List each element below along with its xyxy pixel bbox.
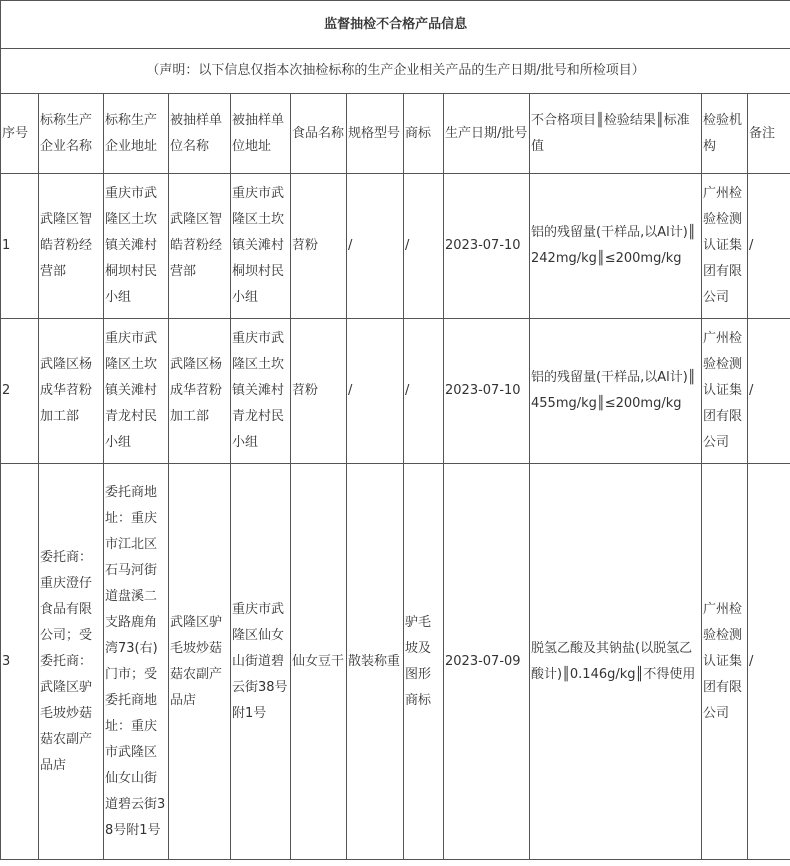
header-cell-item: 不合格项目║检验结果║标准值 [530, 94, 702, 174]
cell-remark: / [748, 174, 790, 319]
cell-brand: / [404, 319, 444, 464]
header-row [1, 94, 790, 174]
header-cell-spec: 规格型号 [347, 94, 404, 174]
cell-sampled-name: 武隆区驴毛坡炒菇菇农副产品店 [169, 464, 231, 860]
header-cell-mfr-name: 标称生产企业名称 [39, 94, 104, 174]
cell-date: 2023-07-10 [444, 319, 530, 464]
cell-item: 铝的残留量(干样品,以Al计)║242mg/kg║≤200mg/kg [530, 174, 702, 319]
cell-item: 脱氢乙酸及其钠盐(以脱氢乙酸计)║0.146g/kg║不得使用 [530, 464, 702, 860]
cell-no: 1 [1, 174, 39, 319]
cell-no: 2 [1, 319, 39, 464]
cell-food: 苕粉 [291, 319, 347, 464]
cell-mfr-address: 重庆市武隆区土坎镇关滩村桐坝村民小组 [104, 174, 169, 319]
cell-sampled-name: 武隆区智皓苕粉经营部 [169, 174, 231, 319]
header-cell-food: 食品名称 [291, 94, 347, 174]
header-cell-mfr-address: 标称生产企业地址 [104, 94, 169, 174]
cell-agency: 广州检验检测认证集团有限公司 [702, 464, 748, 860]
header-cell-no: 序号 [1, 94, 39, 174]
header-cell-sampled-address: 被抽样单位地址 [231, 94, 291, 174]
header-cell-brand: 商标 [404, 94, 444, 174]
cell-mfr-name: 武隆区杨成华苕粉加工部 [39, 319, 104, 464]
cell-brand: / [404, 174, 444, 319]
cell-spec: 散装称重 [347, 464, 404, 860]
cell-remark: / [748, 464, 790, 860]
cell-mfr-name: 武隆区智皓苕粉经营部 [39, 174, 104, 319]
header-cell-remark: 备注 [748, 94, 790, 174]
header-cell-agency: 检验机构 [702, 94, 748, 174]
cell-brand: 驴毛坡及图形商标 [404, 464, 444, 860]
cell-sampled-address: 重庆市武隆区仙女山街道碧云街38号附1号 [231, 464, 291, 860]
cell-date: 2023-07-10 [444, 174, 530, 319]
cell-sampled-address: 重庆市武隆区土坎镇关滩村青龙村民小组 [231, 319, 291, 464]
cell-sampled-address: 重庆市武隆区土坎镇关滩村桐坝村民小组 [231, 174, 291, 319]
disclaimer-notice: （声明：以下信息仅指本次抽检标称的生产企业相关产品的生产日期/批号和所检项目） [1, 49, 790, 94]
cell-sampled-name: 武隆区杨成华苕粉加工部 [169, 319, 231, 464]
cell-food: 仙女豆干 [291, 464, 347, 860]
cell-spec: / [347, 174, 404, 319]
cell-mfr-address: 重庆市武隆区土坎镇关滩村青龙村民小组 [104, 319, 169, 464]
table-title: 监督抽检不合格产品信息 [1, 1, 790, 49]
table-row [1, 464, 790, 860]
cell-agency: 广州检验检测认证集团有限公司 [702, 319, 748, 464]
header-cell-date: 生产日期/批号 [444, 94, 530, 174]
cell-mfr-name: 委托商：重庆澄仔食品有限公司；受委托商：武隆区驴毛坡炒菇菇农副产品店 [39, 464, 104, 860]
cell-item: 铝的残留量(干样品,以Al计)║455mg/kg║≤200mg/kg [530, 319, 702, 464]
cell-remark: / [748, 319, 790, 464]
cell-agency: 广州检验检测认证集团有限公司 [702, 174, 748, 319]
cell-spec: / [347, 319, 404, 464]
cell-date: 2023-07-09 [444, 464, 530, 860]
cell-food: 苕粉 [291, 174, 347, 319]
header-cell-sampled-name: 被抽样单位名称 [169, 94, 231, 174]
table-row [1, 319, 790, 464]
cell-no: 3 [1, 464, 39, 860]
table-row [1, 174, 790, 319]
cell-mfr-address: 委托商地址：重庆市江北区石马河街道盘溪二支路鹿角湾73(右)门市；受委托商地址：重庆市武隆区仙女山街道碧云街38号附1号 [104, 464, 169, 860]
